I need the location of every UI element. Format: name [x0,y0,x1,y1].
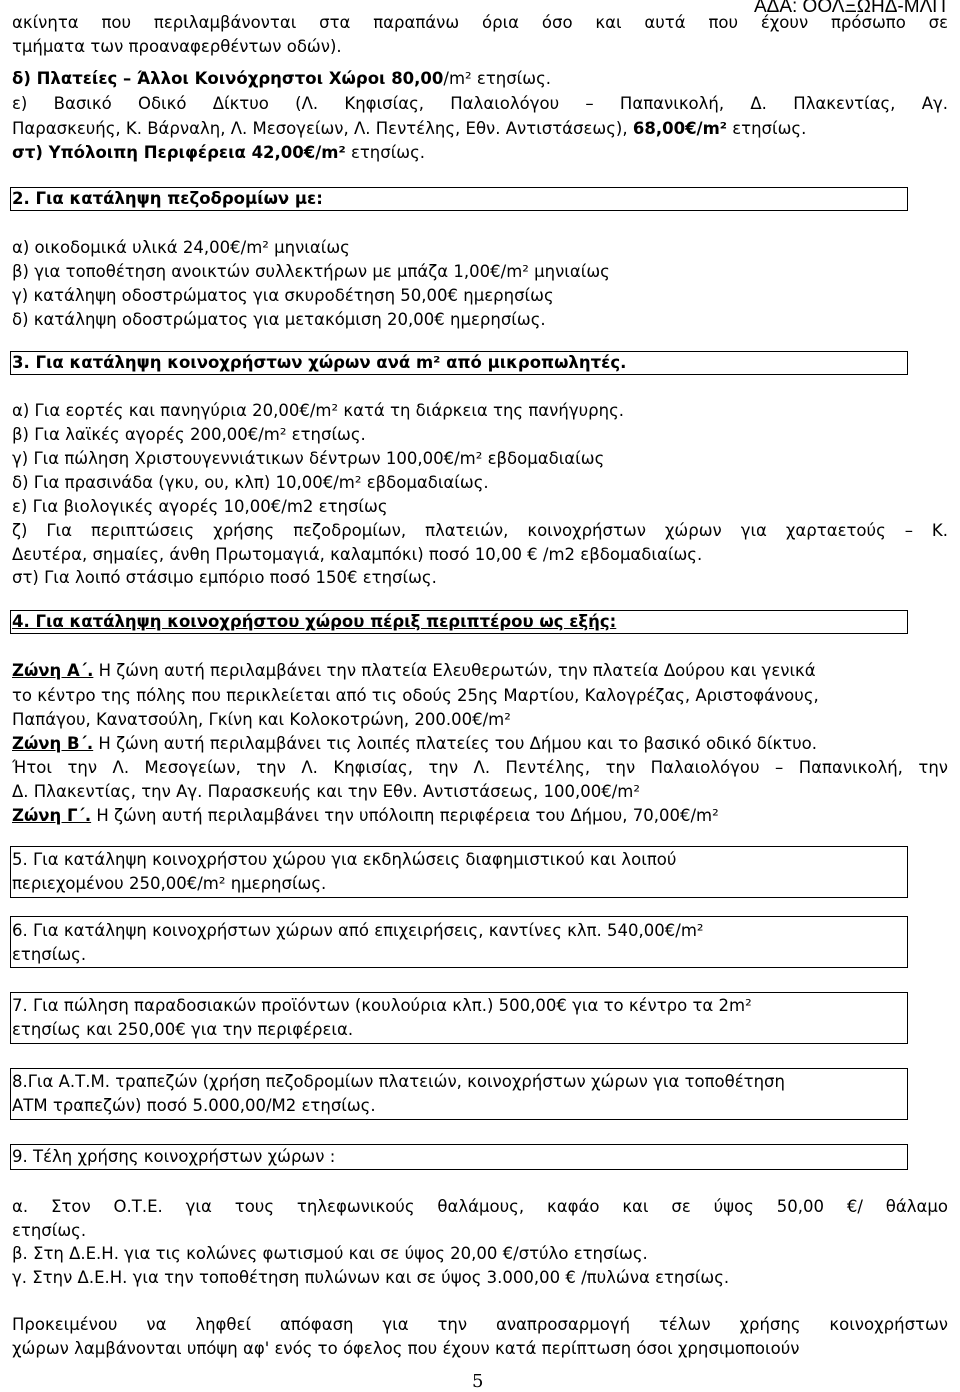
zone-a-text: Η ζώνη αυτή περιλαμβάνει την πλατεία Ελευθερωτών, την πλατεία Δούρου και γενικά [98,661,816,680]
section-7-line-1: 7. Για πώληση παραδοσιακών προϊόντων (κουλούρια κλπ.) 500,00€ για το κέντρο τα 2m² [12,996,752,1015]
s3-item-b: β) Για λαϊκές αγορές 200,00€/m² ετησίως. [12,425,366,444]
s3-item-st: στ) Για λοιπό στάσιμο εμπόριο ποσό 150€ ετησίως. [12,568,437,587]
zone-a-line-2: το κέντρο της πόλης που περικλείεται από τις οδούς 25ης Μαρτίου, Καλογρέζας, Αριστοφάνους, [12,686,819,705]
item-e-line-2 [12,118,806,140]
item-e-tail: ετησίως. [732,119,807,138]
s2-item-c: γ) κατάληψη οδοστρώματος για σκυροδέτηση 50,00€ ημερησίως [12,286,554,305]
s3-item-e: ε) Για βιολογικές αγορές 10,00€/m2 ετησίως [12,497,388,516]
section-5-line-1: 5. Για κατάληψη κοινοχρήστου χώρου για εκδηλώσεις διαφημιστικού και λοιπού [12,850,677,869]
section-3-heading: 3. Για κατάληψη κοινοχρήστων χώρων ανά m² από μικροπωλητές. [12,353,627,372]
zone-g-label: Ζώνη Γ΄. [12,806,92,825]
item-d-label: δ) Πλατείες – Άλλοι Κοινόχρηστοι Χώροι 80,00 [12,69,444,88]
section-7-line-2: ετησίως και 250,00€ για την περιφέρεια. [12,1020,354,1039]
zone-b-line-2: Ήτοι την Λ. Μεσογείων, την Λ. Κηφισίας, την Λ. Πεντέλης, την Παλαιολόγου – Παπανικολή, την [12,758,948,777]
s3-item-z-line-1: ζ) Για περιπτώσεις χρήσης πεζοδρομίων, πλατειών, κοινοχρήστων χώρων για χαρταετούς – Κ. [12,521,948,540]
s2-item-b: β) για τοποθέτηση ανοικτών συλλεκτήρων με μπάζα 1,00€/m² μηνιαίως [12,262,610,281]
s9-item-b: β. Στη Δ.Ε.Η. για τις κολώνες φωτισμού και σε ύψος 20,00 €/στύλο ετησίως. [12,1244,648,1263]
zone-a-line-3: Παπάγου, Κανατσούλη, Γκίνη και Κολοκοτρώνη, 200.00€/m² [12,710,511,729]
section-6-line-1: 6. Για κατάληψη κοινοχρήστων χώρων από επιχειρήσεις, καντίνες κλπ. 540,00€/m² [12,921,704,940]
section-9-heading: 9. Τέλη χρήσης κοινοχρήστων χώρων : [12,1147,336,1166]
s9-item-c: γ. Στην Δ.Ε.Η. για την τοποθέτηση πυλώνων και σε ύψος 3.000,00 € /πυλώνα ετησίως. [12,1268,730,1287]
item-st-line [12,142,425,164]
zone-b-label: Ζώνη Β΄. [12,734,94,753]
page-number: 5 [472,1371,484,1392]
zone-a-line-1 [12,660,816,682]
zone-b-line-1 [12,733,817,755]
zone-a-label: Ζώνη Α΄. [12,661,94,680]
s3-item-d: δ) Για πρασινάδα (γκυ, ου, κλπ) 10,00€/m² εβδομαδιαίως. [12,473,489,492]
intro-line-2: τμήματα των προαναφερθέντων οδών). [12,37,342,56]
item-e-line-1: ε) Βασικό Οδικό Δίκτυο (Λ. Κηφισίας, Παλαιολόγου – Παπανικολή, Δ. Πλακεντίας, Αγ. [12,94,948,113]
zone-g-line [12,805,719,827]
ada-code: ΑΔΑ: ΟΟΛΞΩΗΔ-ΜΛΠ [753,0,946,17]
section-2-heading: 2. Για κατάληψη πεζοδρομίων με: [12,189,323,208]
closing-line-2: χώρων λαμβάνονται υπόψη αφ' ενός το όφελος που έχουν κατά περίπτωση όσοι χρησιμοποιούν [12,1339,800,1358]
item-e-streets: Παρασκευής, Κ. Βάρναλη, Λ. Μεσογείων, Λ. Πεντέλης, Εθν. Αντιστάσεως), [12,119,628,138]
section-4-heading: 4. Για κατάληψη κοινοχρήστου χώρου πέριξ περιπτέρου ως εξής: [12,612,617,631]
zone-b-text: Η ζώνη αυτή περιλαμβάνει τις λοιπές πλατείες του Δήμου και το βασικό οδικό δίκτυο. [98,734,818,753]
item-st-label: στ) Υπόλοιπη Περιφέρεια 42,00€/m² [12,143,346,162]
closing-line-1: Προκειμένου να ληφθεί απόφαση για την αναπροσαρμογή τέλων χρήσης κοινοχρήστων [12,1315,948,1334]
item-e-price: 68,00€/m² [632,119,727,138]
s2-item-d: δ) κατάληψη οδοστρώματος για μετακόμιση 20,00€ ημερησίως. [12,310,546,329]
zone-b-line-3: Δ. Πλακεντίας, την Αγ. Παρασκευής και την Εθν. Αντιστάσεως, 100,00€/m² [12,782,640,801]
s3-item-a: α) Για εορτές και πανηγύρια 20,00€/m² κατά τη διάρκεια της πανήγυρης. [12,401,624,420]
zone-g-text: Η ζώνη αυτή περιλαμβάνει την υπόλοιπη περιφέρεια του Δήμου, 70,00€/m² [96,806,719,825]
s3-item-c: γ) Για πώληση Χριστουγεννιάτικων δέντρων 100,00€/m² εβδομαδιαίως [12,449,605,468]
item-d-squares [12,68,551,90]
intro-line-1: ακίνητα που περιλαμβάνονται στα παραπάνω όρια όσο και αυτά που έχουν πρόσωπο σε [12,13,948,32]
s3-item-z-line-2: Δευτέρα, σημαίες, άνθη Πρωτομαγιά, καλαμπόκι) ποσό 10,00 € /m2 εβδομαδιαίως. [12,545,703,564]
s9-item-a-line-1: α. Στον Ο.Τ.Ε. για τους τηλεφωνικούς θαλάμους, καφάο και σε ύψος 50,00 €/ θάλαμο [12,1197,948,1216]
section-8-line-1: 8.Για Α.Τ.Μ. τραπεζών (χρήση πεζοδρομίων πλατειών, κοινοχρήστων χώρων για τοποθέτηση [12,1072,785,1091]
s2-item-a: α) οικοδομικά υλικά 24,00€/m² μηνιαίως [12,238,350,257]
s9-item-a-line-2: ετησίως. [12,1221,87,1240]
section-5-line-2: περιεχομένου 250,00€/m² ημερησίως. [12,874,327,893]
section-8-line-2: ΑΤΜ τραπεζών) ποσό 5.000,00/Μ2 ετησίως. [12,1096,376,1115]
section-6-line-2: ετησίως. [12,945,87,964]
item-d-tail: /m² ετησίως. [443,69,551,88]
item-st-tail: ετησίως. [350,143,426,162]
